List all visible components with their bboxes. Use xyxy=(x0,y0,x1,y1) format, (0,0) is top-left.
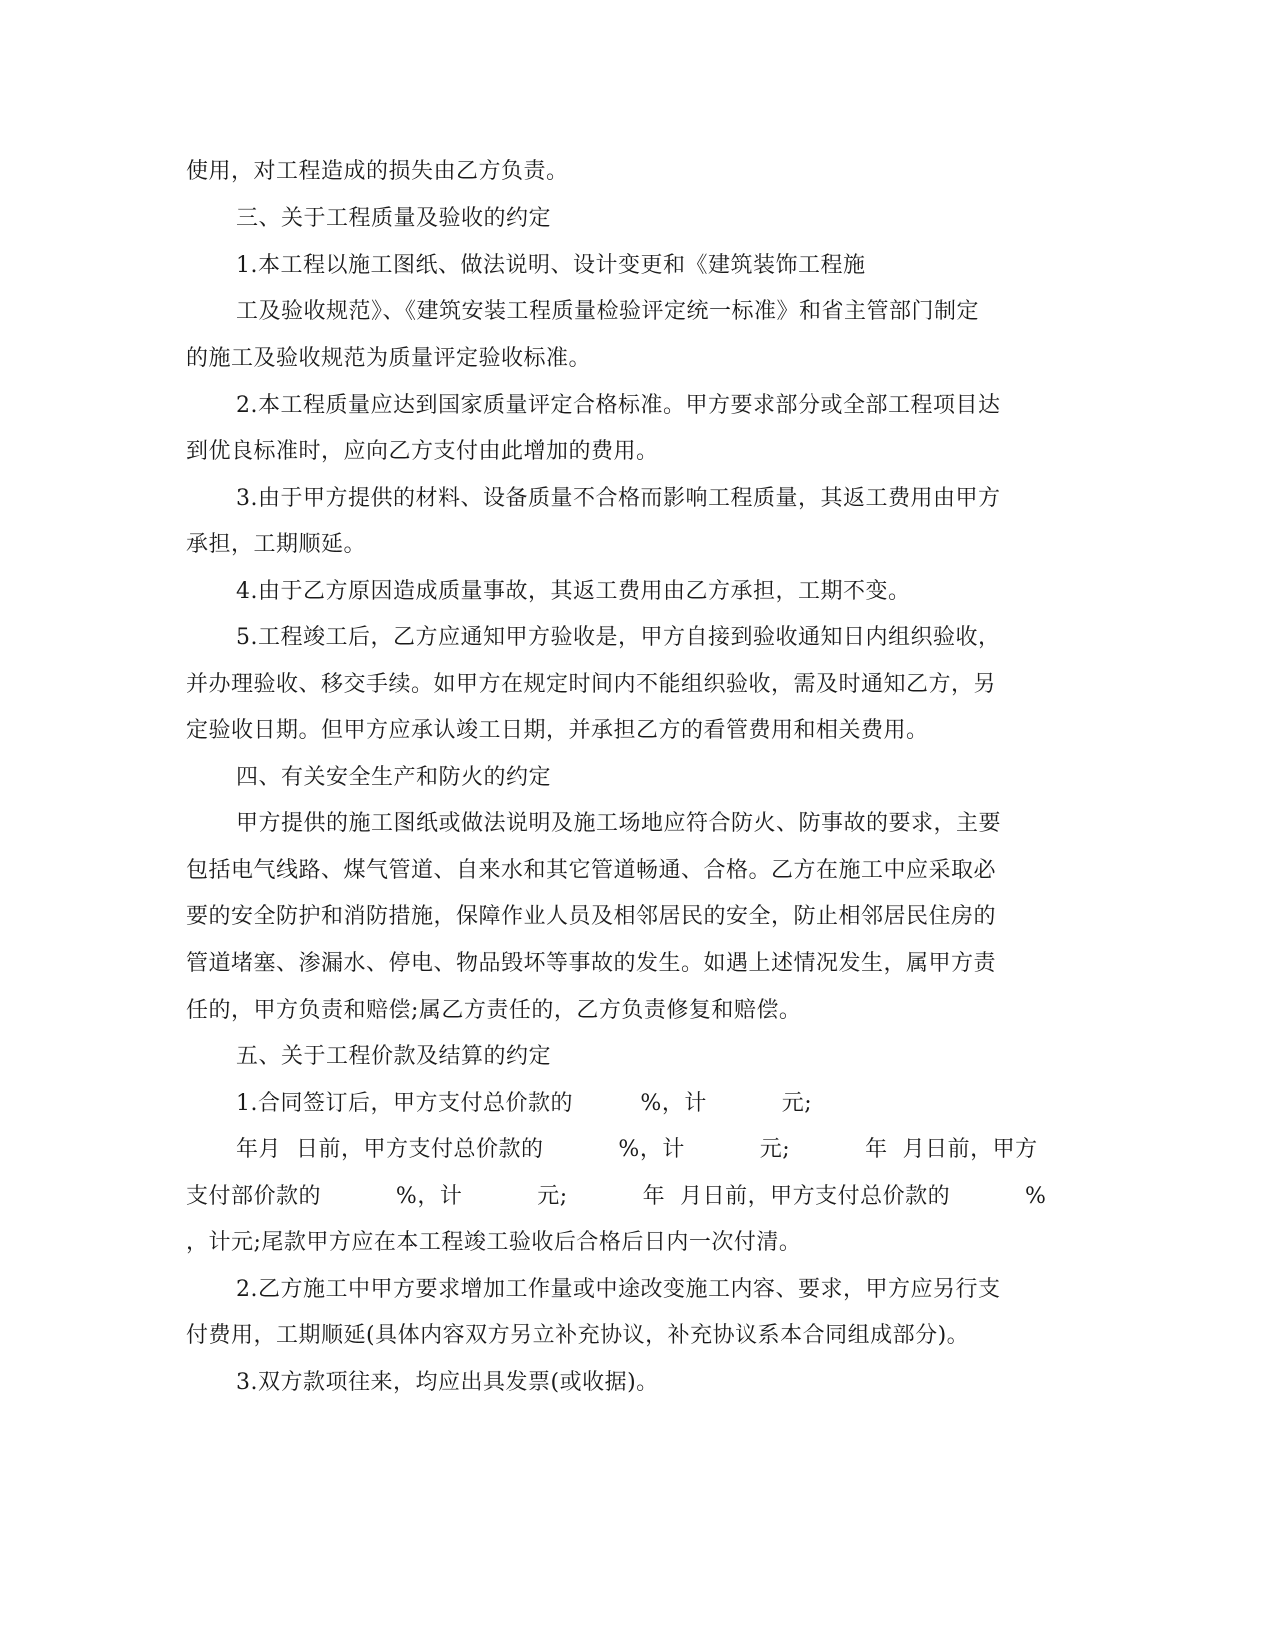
text-line: 工及验收规范》、《建筑安装工程质量检验评定统一标准》和省主管部门制定 xyxy=(236,299,980,324)
text-line: 5.工程竣工后，乙方应通知甲方验收是，甲方自接到验收通知日内组织验收， xyxy=(236,625,1001,650)
text-line: 3.双方款项往来，均应出具发票(或收据)。 xyxy=(236,1370,659,1395)
text-line: 承担，工期顺延。 xyxy=(186,532,367,557)
section-heading-4: 四、有关安全生产和防火的约定 xyxy=(236,765,552,790)
section-heading-3: 三、关于工程质量及验收的约定 xyxy=(236,206,552,231)
text-line: 包括电气线路、煤气管道、自来水和其它管道畅通、合格。乙方在施工中应采取必 xyxy=(186,858,997,883)
text-line: 管道堵塞、渗漏水、停电、物品毁坏等事故的发生。如遇上述情况发生，属甲方责 xyxy=(186,951,997,976)
text-line: 并办理验收、移交手续。如甲方在规定时间内不能组织验收，需及时通知乙方，另 xyxy=(186,672,997,697)
text-line: 到优良标准时，应向乙方支付由此增加的费用。 xyxy=(186,439,659,464)
text-line: 使用，对工程造成的损失由乙方负责。 xyxy=(186,159,569,184)
text-line: 1.合同签订后，甲方支付总价款的 %，计 元; xyxy=(236,1091,813,1116)
text-line: 要的安全防护和消防措施，保障作业人员及相邻居民的安全，防止相邻居民住房的 xyxy=(186,904,997,929)
text-line: 付费用，工期顺延(具体内容双方另立补充协议，补充协议系本合同组成部分)。 xyxy=(186,1323,970,1348)
text-line: 甲方提供的施工图纸或做法说明及施工场地应符合防火、防事故的要求，主要 xyxy=(236,811,1002,836)
text-line: 支付部价款的 %，计 元; 年 月日前，甲方支付总价款的 % xyxy=(186,1184,1047,1209)
text-line: 2.乙方施工中甲方要求增加工作量或中途改变施工内容、要求，甲方应另行支 xyxy=(236,1277,1001,1302)
text-line: 年月 日前，甲方支付总价款的 %，计 元; 年 月日前，甲方 xyxy=(236,1137,1038,1162)
text-line: 定验收日期。但甲方应承认竣工日期，并承担乙方的看管费用和相关费用。 xyxy=(186,718,929,743)
text-line: 的施工及验收规范为质量评定验收标准。 xyxy=(186,346,592,371)
text-line: 1.本工程以施工图纸、做法说明、设计变更和《建筑装饰工程施 xyxy=(236,253,866,278)
text-line: 任的，甲方负责和赔偿;属乙方责任的，乙方负责修复和赔偿。 xyxy=(186,998,802,1023)
text-line: 4.由于乙方原因造成质量事故，其返工费用由乙方承担，工期不变。 xyxy=(236,579,911,604)
text-line: ，计元;尾款甲方应在本工程竣工验收后合格后日内一次付清。 xyxy=(186,1230,802,1255)
section-heading-5: 五、关于工程价款及结算的约定 xyxy=(236,1044,552,1069)
text-line: 2.本工程质量应达到国家质量评定合格标准。甲方要求部分或全部工程项目达 xyxy=(236,393,1001,418)
text-line: 3.由于甲方提供的材料、设备质量不合格而影响工程质量，其返工费用由甲方 xyxy=(236,486,1001,511)
